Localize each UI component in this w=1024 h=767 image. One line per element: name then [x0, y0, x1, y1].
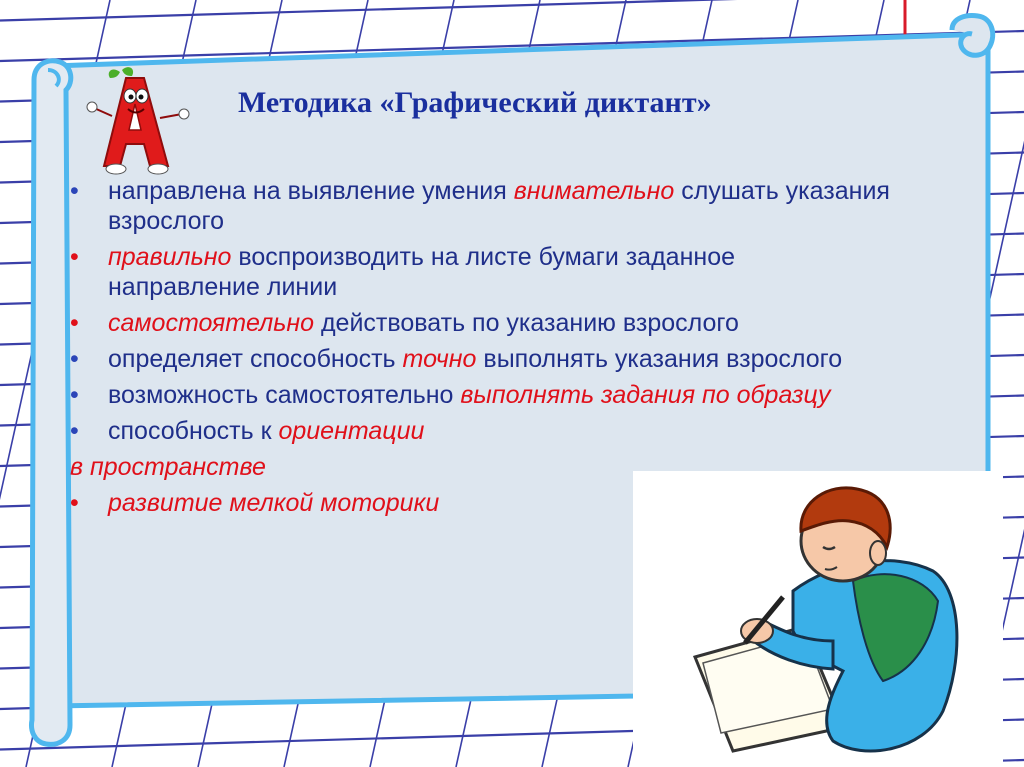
boy-writing-illustration	[633, 471, 1003, 767]
list-item	[70, 242, 890, 302]
item-text: слушать указания взрослого	[108, 177, 890, 235]
emphasized-text: точно	[402, 345, 477, 373]
list-item	[70, 176, 890, 236]
bullet-marker: •	[70, 243, 79, 271]
bullet-marker: •	[70, 177, 79, 205]
item-text: воспроизводить на листе бумаги заданное направление линии	[108, 243, 736, 301]
item-text: направлена на выявление умения	[108, 177, 514, 205]
emphasized-text: самостоятельно	[108, 309, 315, 337]
item-text: способность к	[108, 417, 279, 445]
cartoon-letter-a-icon	[82, 64, 197, 179]
bullet-marker: •	[70, 489, 79, 517]
bullet-marker: •	[70, 417, 79, 445]
emphasized-text: выполнять задания по образцу	[460, 381, 831, 409]
bullet-marker: •	[70, 345, 79, 373]
item-text: возможность самостоятельно	[108, 381, 461, 409]
emphasized-text: ориентации	[278, 417, 425, 445]
list-item	[70, 344, 890, 374]
emphasized-text: развитие мелкой моторики	[108, 489, 440, 517]
item-text: действовать по указанию взрослого	[314, 309, 739, 337]
item-text: определяет способность	[108, 345, 403, 373]
emphasized-text: правильно	[108, 243, 232, 271]
emphasized-text: в пространстве	[70, 453, 266, 481]
bullet-marker: •	[70, 309, 79, 337]
list-item	[70, 308, 890, 338]
list-item	[70, 416, 890, 446]
slide-title: Методика «Графический диктант»	[238, 86, 712, 119]
bullet-marker: •	[70, 381, 79, 409]
emphasized-text: внимательно	[513, 177, 675, 205]
item-text: выполнять указания взрослого	[476, 345, 843, 373]
list-item	[70, 380, 890, 410]
